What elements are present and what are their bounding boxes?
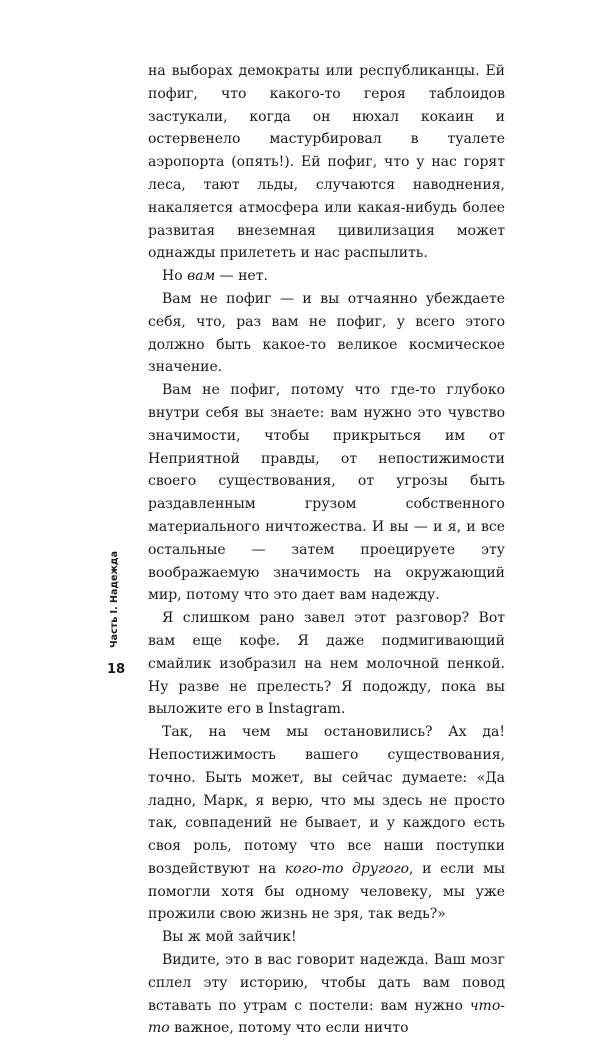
paragraph-text: Вы ж мой зайчик! (162, 929, 297, 946)
paragraph-text: важное, потому что если ничто (169, 1020, 409, 1037)
paragraph-6 (148, 721, 505, 926)
italic-emphasis: что-то (148, 997, 505, 1037)
book-page-text (148, 60, 505, 1040)
paragraph-1 (148, 60, 505, 265)
paragraph-4 (148, 379, 505, 607)
italic-emphasis: вам (187, 268, 216, 285)
paragraph-2 (148, 265, 505, 288)
paragraph-text: Но (162, 268, 188, 285)
paragraph-text: Вам не пофиг — и вы отчаянно убеждаете себя, что, раз вам не пофиг, у всего этого должно быть какое-то великое космическое значение. (148, 290, 505, 376)
paragraph-text: Вам не пофиг, потому что где-то глубоко внутри себя вы знаете: вам нужно это чувство значимости, чтобы прикрыться им от Неприятной правды, от непостижимости своего существования, от угрозы быть раздавленным грузом собственного материального ничтожества. И вы — и я, и все остальные — затем проецируете эту воображаемую значимость на окружающий мир, потому что это дает вам надежду. (148, 382, 505, 604)
paragraph-5 (148, 607, 505, 721)
paragraph-7 (148, 926, 505, 949)
paragraph-8 (148, 949, 505, 1040)
paragraph-text: , и если мы помогли хотя бы одному человеку, мы уже прожили свою жизнь не зря, так ведь?» (148, 860, 505, 923)
paragraph-text: Видите, это в вас говорит надежда. Ваш мозг сплел эту историю, чтобы дать вам повод вставать по утрам с постели: вам нужно (148, 952, 505, 1014)
paragraph-text: на выборах демократы или республиканцы. Ей пофиг, что какого-то героя таблоидов застукали, когда он нюхал кокаин и остервенело мастурбировал в туалете аэропорта (опять!). Ей пофиг, что у нас горят леса, тают льды, случаются наводнения, накаляется атмосфера или какая-нибудь более развитая внеземная цивилизация может однажды прилететь и нас распылить. (148, 63, 505, 262)
paragraph-3 (148, 288, 505, 379)
page-number: 18 (107, 662, 126, 677)
paragraph-text: — нет. (215, 268, 268, 285)
italic-emphasis: кого-то другого (284, 860, 410, 877)
running-header: Часть I. Надежда (109, 550, 120, 648)
paragraph-text: Так, на чем мы остановились? Ах да! Непостижимость вашего существования, точно. Быть может, вы сейчас думаете: «Да ладно, Марк, я верю, что мы здесь не просто так, совпадений не бывает, и у каждого есть своя роль, потому что все наши поступки воздействуют на (148, 724, 505, 877)
paragraph-text: Я слишком рано завел этот разговор? Вот вам еще кофе. Я даже подмигивающий смайлик изобразил на нем молочной пенкой. Ну разве не прелесть? Я подожду, пока вы выложите его в Instagram. (148, 610, 505, 718)
